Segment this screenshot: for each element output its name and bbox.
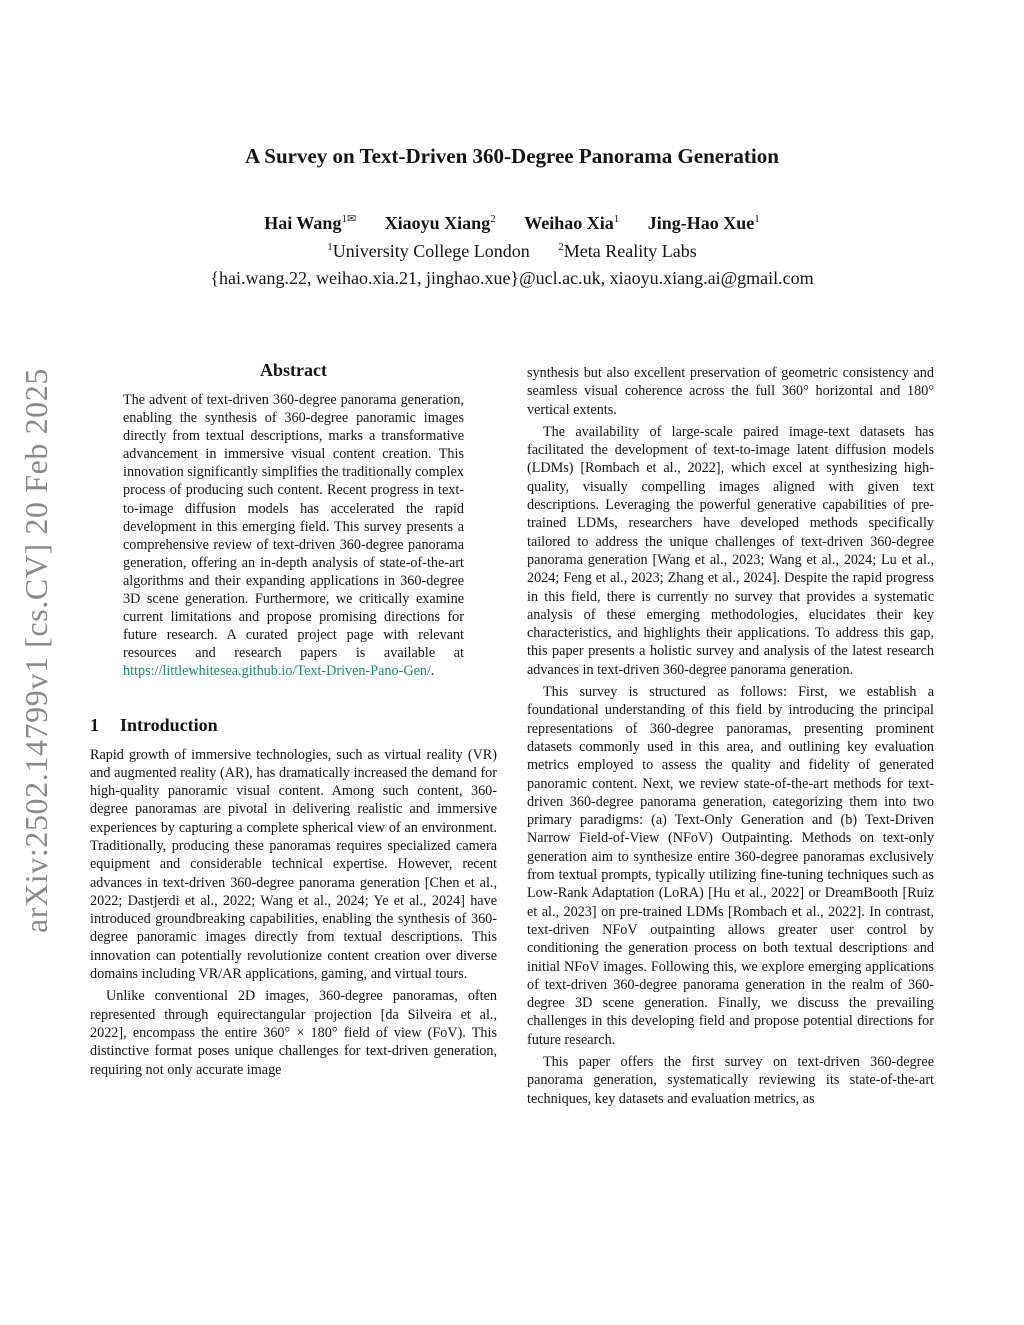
affiliation-name: Meta Reality Labs [563, 241, 697, 261]
abstract-text [123, 391, 464, 681]
author [385, 213, 496, 234]
author [648, 213, 760, 234]
author-emails: {hai.wang.22, weihao.xia.21, jinghao.xue}@ucl.ac.uk, xiaoyu.xiang.ai@gmail.com [210, 268, 814, 288]
body-paragraph: This paper offers the first survey on text-driven 360-degree panorama generation, systematically reviewing its state-of-the-art techniques, key datasets and evaluation metrics, as [527, 1053, 934, 1107]
abstract-body-text: The advent of text-driven 360-degree panorama generation, enabling the synthesis of 360-degree panoramic images directly from textual descriptions, marks a transformative advancement in immersive visual content creation. This innovation significantly simplifies the traditionally complex process of producing such content. Recent progress in text-to-image diffusion models has accelerated the rapid development in this emerging field. This survey presents a comprehensive review of text-driven 360-degree panorama generation, offering an in-depth analysis of state-of-the-art algorithms and their expanding applications in 360-degree 3D scene generation. Furthermore, we critically examine current limitations and propose promising directions for future research. A curated project page with relevant resources and research papers is available at [123, 392, 464, 662]
affiliation-mark: 2 [558, 241, 564, 253]
section-heading-introduction [90, 715, 497, 736]
author-name: Weihao Xia [524, 213, 614, 233]
body-paragraph: synthesis but also excellent preservation of geometric consistency and seamless visual coherence across the full 360° horizontal and 180° vertical extents. [527, 365, 934, 418]
body-paragraph: The availability of large-scale paired image-text datasets has facilitated the development of text-to-image latent diffusion models (LDMs) [Rombach et al., 2022], which excel at synthesizing high-quality, visually compelling images aligned with given text descriptions. Leveraging the powerful generative capabilities of pre-trained LDMs, researchers have developed methods specifically tailored to address the unique challenges of text-driven 360-degree panorama generation [Wang et al., 2023; Wang et al., 2024; Lu et al., 2024; Feng et al., 2023; Zhang et al., 2024]. Despite the rapid progress in this field, there is currently no survey that provides a systematic analysis of these emerging methodologies, elucidates their key characteristics, and highlights their applications. To address this gap, this paper presents a holistic survey and analysis of the latest research advances in text-driven 360-degree panorama generation. [527, 423, 934, 678]
affiliation-name: University College London [332, 241, 530, 261]
arxiv-stamp-text: arXiv:2502.14799v1 [cs.CV] 20 Feb 2025 [17, 367, 54, 933]
right-column [527, 364, 934, 1108]
abstract-tail: . [430, 663, 435, 680]
affiliation [327, 241, 529, 262]
author-list [0, 212, 1024, 234]
author-mark: 1 [613, 213, 620, 225]
body-paragraph: This survey is structured as follows: First, we establish a foundational understanding of this field by introducing the principal representations of 360-degree panoramas, presenting prominent datasets commonly used in this area, and outlining key evaluation metrics employed to assess the quality and fidelity of generated panoramic content. Next, we review state-of-the-art methods for text-driven 360-degree panorama generation, categorizing them into two primary paradigms: (a) Text-Only Generation and (b) Text-Driven Narrow Field-of-View (NFoV) Outpainting. Methods on text-only generation aim to synthesize entire 360-degree panoramas exclusively from textual prompts, typically utilizing fine-tuning techniques such as Low-Rank Adaptation (LoRA) [Hu et al., 2022] or DreamBooth [Ruiz et al., 2023] on pre-trained LDMs [Rombach et al., 2022]. In contrast, text-driven NFoV outpainting allows greater user control by conditioning the generation process on both textual descriptions and initial NFoV images. Following this, we explore emerging applications of text-driven 360-degree panorama generation in the realm of 360-degree 3D scene generation. Finally, we discuss the prevailing challenges in this developing field and propose potential directions for future research. [527, 684, 934, 1048]
author-name: Xiaoyu Xiang [384, 213, 491, 233]
affiliation-list [0, 241, 1024, 262]
author [264, 212, 356, 234]
author-mark: 1 [754, 213, 760, 225]
left-column [90, 360, 497, 1079]
section-number: 1 [90, 714, 99, 735]
author-mark: 1✉ [341, 213, 357, 225]
paper-title: A Survey on Text-Driven 360-Degree Panorama Generation [245, 144, 779, 168]
project-page-link[interactable]: https://littlewhitesea.github.io/Text-Driven-Pano-Gen/ [123, 663, 431, 680]
abstract-heading: Abstract [260, 360, 327, 380]
affiliation [558, 241, 696, 262]
author-mark: 2 [490, 213, 496, 225]
author-name: Jing-Hao Xue [647, 213, 755, 233]
intro-paragraph: Rapid growth of immersive technologies, such as virtual reality (VR) and augmented reality (AR), has dramatically increased the demand for high-quality panoramic visual content. Among such content, 360-degree panoramas are pivotal in delivering realistic and immersive experiences by capturing a complete spherical view of an environment. Traditionally, producing these panoramas requires specialized camera equipment and considerable technical expertise. However, recent advances in text-driven 360-degree panorama generation [Chen et al., 2022; Dastjerdi et al., 2022; Wang et al., 2024; Ye et al., 2024] have introduced groundbreaking capabilities, enabling the synthesis of 360-degree panoramic images directly from textual descriptions. This innovation can potentially revolutionize content creation over diverse domains including VR/AR applications, gaming, and virtual tours. [90, 746, 497, 983]
arxiv-identifier-stamp [12, 355, 60, 945]
author-name: Hai Wang [264, 213, 342, 233]
section-title: Introduction [120, 714, 218, 735]
author [524, 213, 619, 234]
intro-paragraph: Unlike conventional 2D images, 360-degree panoramas, often represented through equirectangular projection [da Silveira et al., 2022], encompass the entire 360° × 180° field of view (FoV). This distinctive format poses unique challenges for text-driven generation, requiring not only accurate image [90, 988, 497, 1078]
affiliation-mark: 1 [327, 241, 333, 253]
